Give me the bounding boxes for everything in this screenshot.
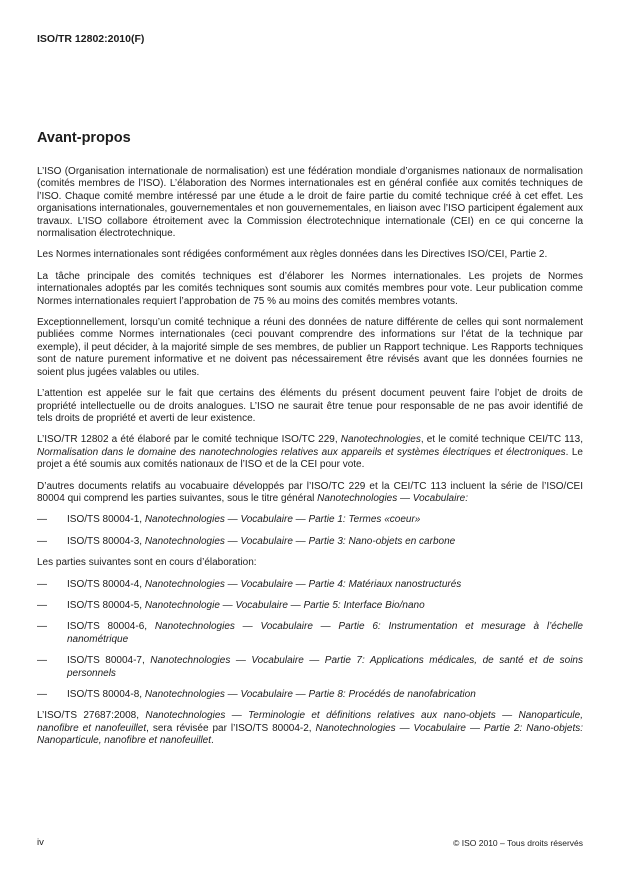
document-body	[37, 166, 583, 757]
text-segment: L’ISO/TS 27687:2008,	[37, 710, 146, 722]
list-item-text	[67, 579, 583, 591]
list-marker: —	[37, 599, 47, 611]
text-segment: La tâche principale des comités techniques est d’élaborer les Normes internationales. Les projets de Normes internationales adoptés par les comités techniques sont soumis aux comités membres pour vote. Leur publication comme Normes internationales requiert l’approbation de 75 % au moins des comités membres votants.	[37, 270, 583, 307]
text-segment: , et le comité technique CEI/TC 113,	[420, 434, 583, 446]
text-segment: L’ISO (Organisation internationale de normalisation) est une fédération mondiale d’organismes nationaux de normalisation (comités membres de l’ISO). L’élaboration des Normes internationales est en général confiée aux comités techniques de l’ISO. Chaque comité membre intéressé par une étude a le droit de faire partie du comité technique créé à cet effet. Les organisations internationales, gouvernementales et non gouvernementales, en liaison avec l’ISO participent également aux travaux. L’ISO collabore étroitement avec la Commission électrotechnique internationale (CEI) en ce qui concerne la normalisation électrotechnique.	[37, 166, 583, 240]
text-segment: Exceptionnellement, lorsqu’un comité technique a réuni des données de nature différente de celles qui sont normalement publiées comme Normes internationales (ceci pouvant comprendre des informations sur l’état de la technique par exemple), il peut décider, à la majorité simple de ses membres, de publier un Rapport technique. Les Rapports techniques sont de nature purement informative et ne doivent pas nécessairement être révisés avant que les données fournies ne soient plus jugées valables ou utiles.	[37, 317, 583, 378]
list-item-text	[67, 514, 583, 526]
page-title: Avant-propos	[37, 130, 131, 146]
copyright-notice: © ISO 2010 – Tous droits réservés	[453, 838, 583, 848]
text-segment: Nanotechnologies — Vocabulaire — Partie 7: Applications médicales, de santé et de soins personnels	[67, 655, 583, 679]
list-item	[37, 579, 583, 591]
text-segment: Nanotechnologies — Vocabulaire — Partie 2: Nano-objets: Nanoparticule, nanofibre et nanofeuillet	[37, 722, 583, 747]
text-segment: Nanotechnologies — Vocabulaire — Partie 4: Matériaux nanostructurés	[144, 578, 462, 590]
text-segment: ISO/TS 80004-8,	[67, 689, 145, 700]
text-segment: . Le projet a été soumis aux comités nationaux de l’ISO et de la CEI pour vote.	[37, 446, 583, 471]
text-segment: .	[211, 735, 214, 747]
text-segment: Les parties suivantes sont en cours d’élaboration:	[37, 557, 257, 569]
text-segment: L’ISO/TR 12802 a été élaboré par le comité technique ISO/TC 229,	[37, 434, 341, 446]
list-item-text	[67, 655, 583, 680]
text-segment: L’attention est appelée sur le fait que certains des éléments du présent document peuvent faire l’objet de droits de propriété intellectuelle ou de droits analogues. L’ISO ne saurait être tenue pour responsable de ne pas avoir identifié de tels droits de propriété et averti de leur existence.	[37, 388, 583, 424]
paragraph	[37, 557, 583, 569]
text-segment: Nanotechnologie — Vocabulaire — Partie 5: Interface Bio/nano	[144, 599, 425, 611]
text-segment: Nanotechnologies	[340, 434, 421, 446]
text-segment: D’autres documents relatifs au vocabuaire développés par l’ISO/TC 229 et la CEI/TC 113 incluent la série de l’ISO/CEI 80004 qui comprend les parties suivantes, sous le titre général	[37, 480, 583, 504]
paragraph	[37, 166, 583, 240]
paragraph	[37, 710, 583, 747]
text-segment: ISO/TS 80004-1,	[67, 514, 145, 526]
list-marker: —	[37, 689, 47, 700]
paragraph	[37, 249, 583, 261]
text-segment: Nanotechnologies — Vocabulaire — Partie 1: Termes «coeur»	[144, 514, 421, 526]
list-marker: —	[37, 621, 47, 633]
list-item-text	[67, 621, 583, 646]
text-segment: Normalisation dans le domaine des nanotechnologies relatives aux appareils et systèmes électriques et électroniques	[37, 446, 566, 458]
text-segment: ISO/TS 80004-3,	[67, 535, 145, 547]
text-segment: ISO/TS 80004-4,	[67, 578, 145, 590]
text-segment: Nanotechnologies — Terminologie et définitions relatives aux nano-objets — Nanoparticule, nanofibre et nanofeuillet	[37, 710, 583, 734]
text-segment: Nanotechnologies — Vocabulaire:	[317, 492, 469, 504]
text-segment: Nanotechnologies — Vocabulaire — Partie 6: Instrumentation et mesurage à l’échelle nanométrique	[67, 621, 583, 645]
list-item-text	[67, 689, 583, 701]
text-segment: Nanotechnologies — Vocabulaire — Partie 3: Nano-objets en carbone	[144, 535, 456, 547]
list-item-text	[67, 600, 583, 612]
paragraph	[37, 388, 583, 425]
paragraph	[37, 481, 583, 506]
list-item	[37, 536, 583, 548]
list-item	[37, 514, 583, 526]
list-marker: —	[37, 535, 47, 547]
list-marker: —	[37, 578, 47, 590]
list-item	[37, 621, 583, 646]
list-marker: —	[37, 655, 47, 667]
paragraph	[37, 434, 583, 471]
text-segment: Nanotechnologies — Vocabulaire — Partie 8: Procédés de nanofabrication	[144, 689, 476, 700]
page-number: iv	[37, 837, 44, 848]
paragraph	[37, 317, 583, 379]
text-segment: ISO/TS 80004-6,	[67, 621, 155, 633]
list-marker: —	[37, 514, 47, 526]
text-segment: ISO/TS 80004-7,	[67, 655, 151, 667]
text-segment: ISO/TS 80004-5,	[67, 599, 145, 611]
text-segment: , sera révisée par l’ISO/TS 80004-2,	[146, 722, 316, 734]
list-item-text	[67, 536, 583, 548]
list-item	[37, 655, 583, 680]
list-item	[37, 689, 583, 701]
text-segment: Les Normes internationales sont rédigées conformément aux règles données dans les Directives ISO/CEI, Partie 2.	[37, 249, 548, 261]
document-header: ISO/TR 12802:2010(F)	[37, 33, 145, 45]
list-item	[37, 600, 583, 612]
paragraph	[37, 271, 583, 308]
